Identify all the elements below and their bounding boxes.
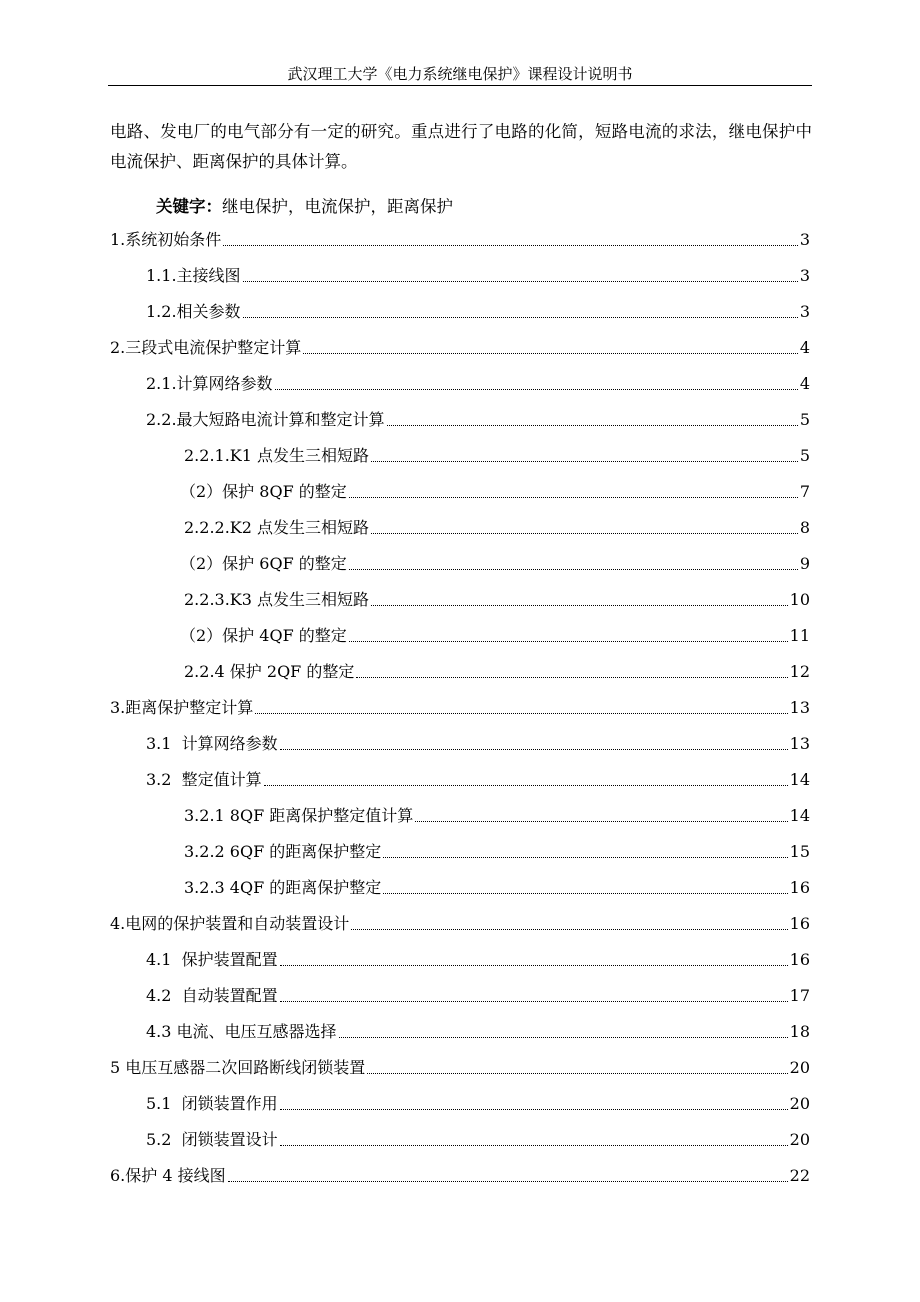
toc-dot-leader — [415, 821, 787, 822]
toc-entry[interactable] — [184, 516, 810, 540]
toc-entry-page: 13 — [789, 698, 810, 717]
toc-dot-leader — [339, 1037, 788, 1038]
toc-dot-leader — [243, 281, 798, 282]
toc-entry[interactable] — [146, 732, 810, 756]
toc-dot-leader — [243, 317, 798, 318]
toc-entry-page: 11 — [789, 626, 810, 645]
toc-dot-leader — [280, 749, 788, 750]
toc-entry-page: 5 — [799, 446, 810, 465]
toc-entry[interactable] — [180, 552, 810, 576]
toc-dot-leader — [280, 965, 788, 966]
toc-entry-title: 5 电压互感器二次回路断线闭锁装置 — [110, 1058, 366, 1077]
toc-entry[interactable] — [146, 1020, 810, 1044]
toc-dot-leader — [275, 389, 798, 390]
toc-entry[interactable] — [146, 1092, 810, 1116]
toc-dot-leader — [280, 1109, 788, 1110]
toc-dot-leader — [387, 425, 798, 426]
toc-entry-title: 3.2.3 4QF 的距离保护整定 — [184, 878, 382, 897]
toc-entry-title: 3.1 计算网络参数 — [146, 734, 278, 753]
toc-entry-page: 16 — [789, 878, 810, 897]
toc-entry-page: 4 — [799, 374, 810, 393]
toc-entry-page: 13 — [789, 734, 810, 753]
toc-entry-page: 16 — [789, 950, 810, 969]
toc-entry[interactable] — [110, 336, 810, 360]
toc-entry[interactable] — [146, 264, 810, 288]
toc-entry-title: 6.保护 4 接线图 — [110, 1166, 226, 1185]
keywords-value: 继电保护，电流保护，距离保护 — [222, 197, 453, 216]
toc-entry-title: 3.距离保护整定计算 — [110, 698, 254, 717]
toc-entry-page: 3 — [799, 302, 810, 321]
toc-dot-leader — [280, 1001, 788, 1002]
toc-dot-leader — [264, 785, 788, 786]
toc-dot-leader — [383, 893, 787, 894]
toc-entry[interactable] — [146, 408, 810, 432]
toc-dot-leader — [356, 677, 787, 678]
toc-entry[interactable] — [180, 624, 810, 648]
toc-entry-page: 15 — [789, 842, 810, 861]
toc-entry-title: 1.系统初始条件 — [110, 230, 222, 249]
toc-entry-title: 3.2.1 8QF 距离保护整定值计算 — [184, 806, 414, 825]
toc-dot-leader — [349, 641, 788, 642]
toc-entry[interactable] — [146, 984, 810, 1008]
toc-entry-title: 4.3 电流、电压互感器选择 — [146, 1022, 337, 1041]
toc-entry[interactable] — [184, 444, 810, 468]
toc-entry-page: 9 — [799, 554, 810, 573]
toc-entry-title: （2）保护 4QF 的整定 — [180, 626, 347, 645]
toc-entry-page: 3 — [799, 230, 810, 249]
toc-entry-title: 4.电网的保护装置和自动装置设计 — [110, 914, 350, 933]
toc-entry-page: 8 — [799, 518, 810, 537]
toc-entry-title: （2）保护 8QF 的整定 — [180, 482, 347, 501]
toc-entry-title: 1.1.主接线图 — [146, 266, 241, 285]
toc-entry-title: 5.1 闭锁装置作用 — [146, 1094, 278, 1113]
toc-entry-title: 1.2.相关参数 — [146, 302, 241, 321]
toc-entry-page: 3 — [799, 266, 810, 285]
toc-entry-page: 20 — [789, 1130, 810, 1149]
toc-dot-leader — [280, 1145, 788, 1146]
toc-dot-leader — [371, 605, 788, 606]
toc-entry-page: 5 — [799, 410, 810, 429]
toc-entry-title: 2.2.1.K1 点发生三相短路 — [184, 446, 370, 465]
toc-entry-page: 20 — [789, 1058, 810, 1077]
toc-dot-leader — [367, 1073, 787, 1074]
toc-dot-leader — [371, 533, 798, 534]
toc-entry[interactable] — [110, 228, 810, 252]
toc-entry-title: 2.三段式电流保护整定计算 — [110, 338, 302, 357]
toc-dot-leader — [371, 461, 798, 462]
toc-dot-leader — [383, 857, 787, 858]
toc-entry-page: 20 — [789, 1094, 810, 1113]
toc-entry-page: 14 — [789, 770, 810, 789]
toc-entry[interactable] — [180, 480, 810, 504]
toc-entry-title: 3.2 整定值计算 — [146, 770, 262, 789]
abstract-paragraph: 电路、发电厂的电气部分有一定的研究。重点进行了电路的化简，短路电流的求法，继电保护中电流保护、距离保护的具体计算。 — [110, 122, 812, 171]
toc-dot-leader — [303, 353, 798, 354]
toc-entry-title: 2.1.计算网络参数 — [146, 374, 273, 393]
toc-entry[interactable] — [146, 300, 810, 324]
toc-entry[interactable] — [184, 876, 810, 900]
keywords-label: 关键字： — [156, 197, 222, 216]
toc-dot-leader — [349, 569, 798, 570]
toc-entry-title: 2.2.4 保护 2QF 的整定 — [184, 662, 355, 681]
toc-entry-title: （2）保护 6QF 的整定 — [180, 554, 347, 573]
toc-entry-page: 16 — [789, 914, 810, 933]
toc-entry-title: 4.1 保护装置配置 — [146, 950, 278, 969]
toc-entry[interactable] — [184, 588, 810, 612]
toc-entry-page: 14 — [789, 806, 810, 825]
toc-entry-page: 17 — [789, 986, 810, 1005]
toc-dot-leader — [223, 245, 798, 246]
toc-entry[interactable] — [110, 1164, 810, 1188]
toc-dot-leader — [228, 1181, 788, 1182]
toc-entry-page: 4 — [799, 338, 810, 357]
toc-entry[interactable] — [110, 1056, 810, 1080]
toc-entry-title: 2.2.最大短路电流计算和整定计算 — [146, 410, 385, 429]
page-header-title: 武汉理工大学《电力系统继电保护》课程设计说明书 — [287, 65, 633, 83]
toc-entry-title: 5.2 闭锁装置设计 — [146, 1130, 278, 1149]
toc-entry-page: 12 — [789, 662, 810, 681]
toc-entry-title: 2.2.2.K2 点发生三相短路 — [184, 518, 370, 537]
toc-entry[interactable] — [184, 660, 810, 684]
toc-entry[interactable] — [110, 696, 810, 720]
toc-entry[interactable] — [110, 912, 810, 936]
toc-entry-page: 22 — [789, 1166, 810, 1185]
toc-entry[interactable] — [184, 840, 810, 864]
toc-entry[interactable] — [184, 804, 810, 828]
toc-entry[interactable] — [146, 948, 810, 972]
toc-entry[interactable] — [146, 1128, 810, 1152]
toc-dot-leader — [349, 497, 798, 498]
toc-entry-page: 7 — [799, 482, 810, 501]
toc-entry-title: 2.2.3.K3 点发生三相短路 — [184, 590, 370, 609]
toc-entry-page: 10 — [789, 590, 810, 609]
toc-entry-title: 3.2.2 6QF 的距离保护整定 — [184, 842, 382, 861]
toc-entry[interactable] — [146, 768, 810, 792]
toc-entry-title: 4.2 自动装置配置 — [146, 986, 278, 1005]
toc-dot-leader — [255, 713, 787, 714]
toc-dot-leader — [351, 929, 787, 930]
toc-entry-page: 18 — [789, 1022, 810, 1041]
toc-entry[interactable] — [146, 372, 810, 396]
